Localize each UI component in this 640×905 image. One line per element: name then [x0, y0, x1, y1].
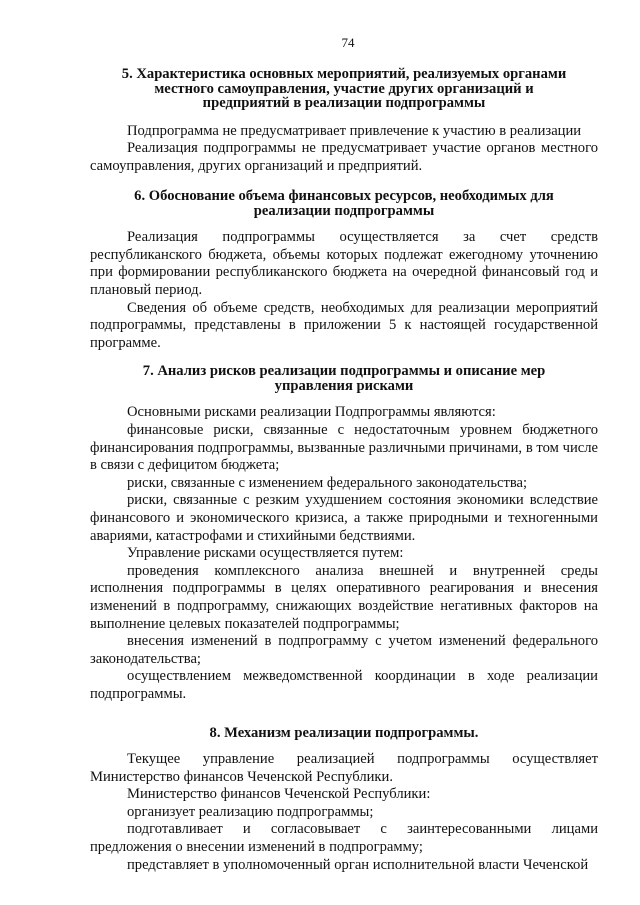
heading-line: предприятий в реализации подпрограммы [202, 95, 486, 111]
heading-line: 5. Характеристика основных мероприятий, реализуемых органами [121, 66, 567, 82]
heading-line: управления рисками [274, 377, 414, 394]
paragraph: финансовые риски, связанные с недостаточным уровнем бюджетного финансирования подпрограммы, вызванные различными причинами, в том числе в связи с дефицитом бюджета; [90, 422, 598, 474]
paragraph: Реализация подпрограммы не предусматривает участие органов местного самоуправления, других организаций и предприятий. [90, 140, 598, 174]
section-6 [90, 189, 598, 352]
paragraph: Управление рисками осуществляется путем: [127, 545, 404, 562]
heading-line: реализации подпрограммы [253, 202, 435, 219]
paragraph: риски, связанные с резким ухудшением состояния экономики вследствие финансового и экономического кризиса, а также природными и техногенными авариями, катастрофами и стихийными бедствиями. [90, 492, 598, 544]
section-8-heading [90, 726, 598, 741]
section-5 [90, 67, 598, 175]
heading-line: местного самоуправления, участие других организаций и [154, 80, 534, 97]
section-8 [90, 726, 598, 875]
paragraph: внесения изменений в подпрограмму с учетом изменений федерального законодательства; [90, 633, 598, 667]
paragraph: подготавливает и согласовывает с заинтересованными лицами предложения о внесении изменений в подпрограмму; [90, 821, 598, 855]
section-6-heading [90, 189, 598, 218]
paragraph: риски, связанные с изменением федерального законодательства; [127, 474, 528, 491]
paragraph: Текущее управление реализацией подпрограммы осуществляет Министерство финансов Чеченской Республики. [90, 751, 598, 785]
paragraph: Реализация подпрограммы осуществляется за счет средств республиканского бюджета, объемы которых подлежат ежегодному уточнению при формировании республиканского бюджета на очередной финансовый год и плановый период. [90, 229, 598, 299]
paragraph: Сведения об объеме средств, необходимых для реализации мероприятий подпрограммы, представлены в приложении 5 к настоящей государственной программе. [90, 299, 598, 351]
section-7-heading [90, 364, 598, 393]
paragraph: Подпрограмма не предусматривает привлечение к участию в реализации [127, 122, 582, 139]
paragraph: Министерство финансов Чеченской Республики: [127, 786, 431, 803]
section-5-heading [90, 67, 598, 111]
heading-line: 7. Анализ рисков реализации подпрограммы и описание мер [142, 363, 546, 380]
page-number: 74 [341, 35, 355, 50]
paragraph: организует реализацию подпрограммы; [127, 803, 374, 820]
paragraph: представляет в уполномоченный орган исполнительной власти Чеченской [127, 856, 589, 873]
paragraph: Основными рисками реализации Подпрограммы являются: [127, 404, 496, 421]
section-7 [90, 364, 598, 703]
paragraph: проведения комплексного анализа внешней и внутренней среды исполнения подпрограммы в целях оперативного реагирования и внесения изменений в подпрограмму, снижающих воздействие негативных факторов на выполнение целевых показателей подпрограммы; [90, 562, 598, 632]
heading-line: 8. Механизм реализации подпрограммы. [209, 724, 479, 741]
heading-line: 6. Обоснование объема финансовых ресурсов, необходимых для [134, 188, 554, 205]
paragraph: осуществлением межведомственной координации в ходе реализации подпрограммы. [90, 668, 598, 702]
